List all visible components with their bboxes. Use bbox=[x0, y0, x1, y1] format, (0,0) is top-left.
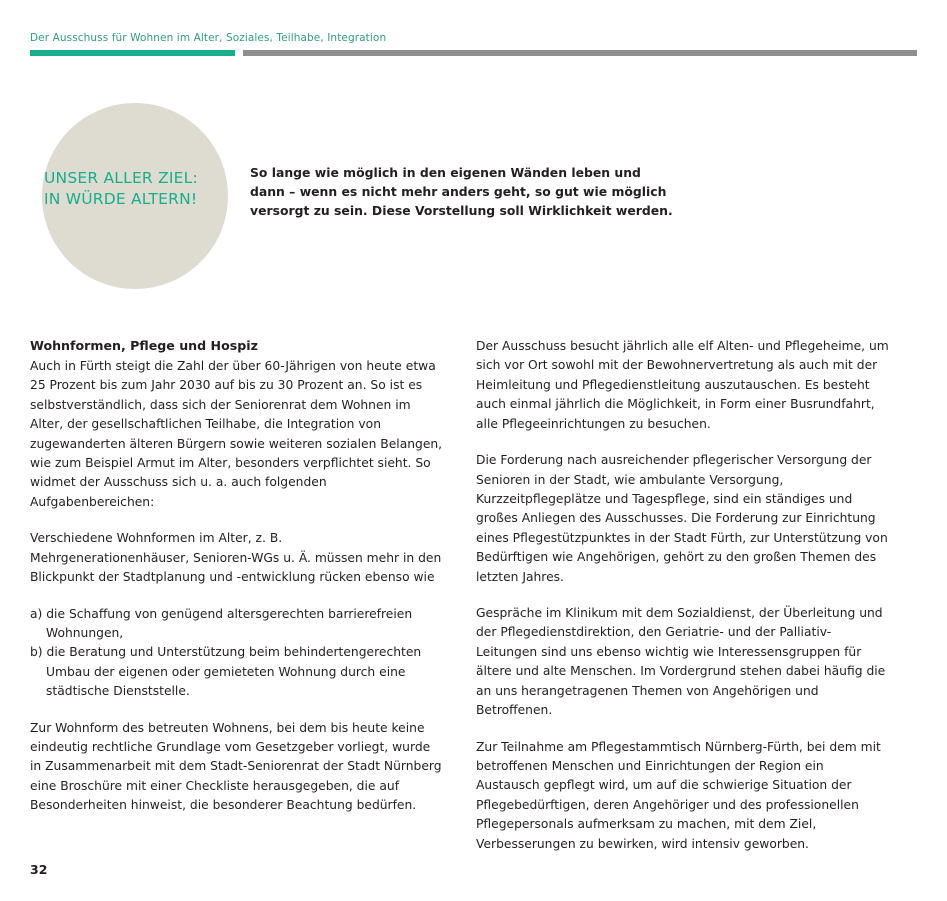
paragraph: Zur Teilnahme am Pflegestammtisch Nürnberg-Fürth, bei dem mit betroffenen Menschen und Einrichtungen der Region ein Austausch gepflegt wird, um auf die schwierige Situation der Pflegebedürftigen, deren Angehöriger und des professionellen Pflegepersonals aufmerksam zu machen, mit dem Ziel, Verbesserungen zu bewirken, wird intensiv geworben. bbox=[476, 739, 881, 851]
body-column-right bbox=[476, 337, 890, 854]
paragraph: Zur Wohnform des betreuten Wohnens, bei dem bis heute keine eindeutig rechtliche Grundlage vom Gesetzgeber vorliegt, wurde in Zusammenarbeit mit dem Stadt-Seniorenrat der Stadt Nürnberg eine Broschüre mit einer Checkliste herausgegeben, die auf Besonderheiten hinweist, die besonderer Beachtung bedürfen. bbox=[30, 720, 442, 813]
claim-line-2: IN WÜRDE ALTERN! bbox=[44, 189, 198, 208]
claim-line-1: UNSER ALLER ZIEL: bbox=[44, 169, 198, 187]
body-column-left bbox=[30, 337, 444, 816]
list-item: b) die Beratung und Unterstützung beim behindertengerechten Umbau der eigenen oder gemieteten Wohnung durch eine städtische Dienststelle. bbox=[30, 645, 422, 699]
page-number: 32 bbox=[30, 862, 48, 877]
paragraph: Verschiedene Wohnformen im Alter, z. B. Mehrgenerationenhäuser, Senioren-WGs u. Ä. müssen mehr in den Blickpunkt der Stadtplanung und -entwicklung rücken ebenso wie bbox=[30, 531, 442, 585]
header-rule-grey bbox=[243, 50, 917, 56]
header-rule-teal bbox=[30, 50, 235, 56]
paragraph: Der Ausschuss besucht jährlich alle elf Alten- und Pflegeheime, um sich vor Ort sowohl mit der Bewohnervertretung als auch mit der Heimleitung und Pflegedienstleitung auszutauschen. Es besteht auch einmal jährlich die Möglichkeit, in Form einer Busrundfahrt, alle Pflegeeinrichtungen zu besuchen. bbox=[476, 339, 889, 431]
running-head: Der Ausschuss für Wohnen im Alter, Soziales, Teilhabe, Integration bbox=[30, 32, 387, 44]
lettered-list bbox=[30, 605, 444, 702]
paragraph: Die Forderung nach ausreichender pflegerischer Versorgung der Senioren in der Stadt, wie ambulante Versorgung, Kurzzeitpflegeplätze und Tagespflege, sind ein ständiges und großes Anliegen des Ausschusses. Die Forderung zur Einrichtung eines Pflegestützpunktes in der Stadt Fürth, zur Unterstützung von Bedürftigen wie Angehörigen, gehört zu den großen Themen des letzten Jahres. bbox=[476, 453, 888, 584]
paragraph: Gespräche im Klinikum mit dem Sozialdienst, der Überleitung und der Pflegedienstdirektion, den Geriatrie- und der Palliativ-Leitungen sind uns ebenso wichtig wie Interessensgruppen für ältere und alte Menschen. Im Vordergrund stehen dabei häufig die an uns herangetragenen Themen von Angehörigen und Betroffenen. bbox=[476, 606, 886, 718]
lead-paragraph: So lange wie möglich in den eigenen Wänden leben und dann – wenn es nicht mehr anders geht, so gut wie möglich versorgt zu sein. Diese Vorstellung soll Wirklichkeit werden. bbox=[250, 165, 673, 218]
paragraph: Auch in Fürth steigt die Zahl der über 60-Jährigen von heute etwa 25 Prozent bis zum Jahr 2030 auf bis zu 30 Prozent an. So ist es selbstverständlich, dass sich der Seniorenrat dem Wohnen im Alter, der gesellschaftlichen Teilhabe, die Integration von zugewanderten älteren Bürgern sowie weiteren sozialen Belangen, wie zum Beispiel Armut im Alter, besonders verpflichtet sieht. So widmet der Ausschuss sich u. a. auch folgenden Aufgabenbereichen: bbox=[30, 358, 443, 509]
section-heading: Wohnformen, Pflege und Hospiz bbox=[30, 338, 258, 353]
claim-text bbox=[44, 168, 244, 210]
list-item: a) die Schaffung von genügend altersgerechten barrierefreien Wohnungen, bbox=[30, 606, 413, 640]
